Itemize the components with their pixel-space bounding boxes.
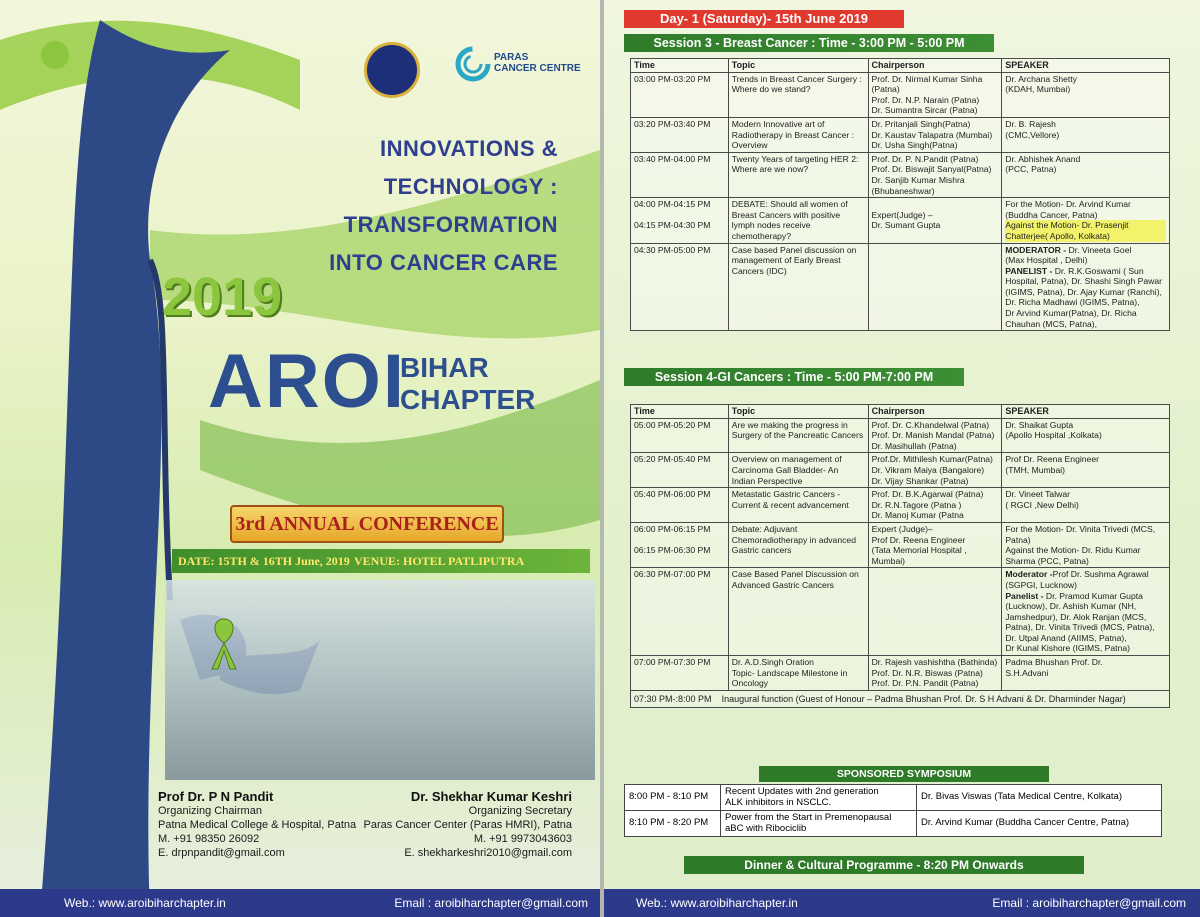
time-line: 03:00 PM-03:20 PM (634, 73, 711, 84)
organizing-chairman: Prof Dr. P N Pandit Organizing Chairman Patna Medical College & Hospital, Patna M. +91 98350 26092 E. drpnpandit@gmail.com (158, 789, 357, 859)
website-link[interactable]: Web.: www.aroibiharchapter.in (64, 896, 226, 910)
speaker-line: Against the Motion- Dr. Prasenjit (1005, 220, 1166, 231)
cell-chair (868, 152, 1002, 197)
speaker-line: Dr Kunal Kishore (IGIMS, Patna) (1005, 643, 1130, 654)
topic-line: aBC with Ribociclib (725, 822, 807, 834)
topic-line: Topic- Landscape Milestone in (731, 667, 848, 678)
topic-line: Indian Perspective (731, 475, 803, 486)
speaker-line: Dr. Utpal Anand (AIIMS, Patna), (1005, 632, 1127, 643)
cell-speaker (1002, 243, 1170, 331)
speaker-line: (Apollo Hospital ,Kolkata) (1005, 430, 1102, 441)
program-schedule-page (604, 0, 1200, 917)
schedule-row (631, 453, 1170, 488)
chair-line: Dr. Sanjib Kumar Mishra (871, 174, 965, 185)
chair-line: Expert (Judge)– (871, 523, 933, 534)
session4-table (630, 404, 1170, 708)
speaker-line: Patna), Dr. Vinita Trivedi (MCS, Patna), (1005, 622, 1155, 633)
schedule-row (631, 243, 1170, 331)
chair-line: Dr. R.N.Tagore (Patna ) (871, 499, 962, 510)
cell-speaker (1002, 522, 1170, 567)
schedule-row (631, 488, 1170, 523)
speaker-line: Dr. Richa Madhawi (IGIMS, Patna), (1005, 297, 1140, 308)
session4-header: Session 4-GI Cancers : Time - 5:00 PM-7:00 PM (624, 368, 964, 386)
sponsored-speaker: Dr. Bivas Viswas (Tata Medical Centre, Kolkata) (917, 785, 1162, 811)
cell-speaker (1002, 488, 1170, 523)
sponsored-time: 8:10 PM - 8:20 PM (625, 811, 721, 837)
inaugural-text: Inaugural function (Guest of Honour – Padma Bhushan Prof. Dr. S H Advani & Dr. Dharminder Nagar) (721, 693, 1126, 704)
cell-chair (868, 488, 1002, 523)
chair-line: Dr. Vikram Maiya (Bangalore) (871, 464, 985, 475)
col-header-time: Time (631, 405, 729, 419)
cell-topic (728, 152, 868, 197)
speaker-line: MODERATOR - Dr. Vineeta Goel (1005, 244, 1132, 255)
time-line: 06:30 PM-07:00 PM (634, 569, 711, 580)
cell-speaker (1002, 418, 1170, 453)
inaugural-time: 07:30 PM-:8:00 PM (634, 693, 712, 704)
conference-date: DATE: 15TH & 16TH June, 2019 (178, 554, 350, 568)
topic-line: Cancers (IDC) (731, 265, 787, 276)
topic-line: Modern Innovative art of (731, 118, 825, 129)
cover-footer (0, 889, 600, 917)
cell-time (631, 656, 729, 691)
cell-speaker (1002, 568, 1170, 656)
inaugural-row (631, 690, 1170, 708)
topic-line: Oncology (731, 678, 769, 689)
chair-line: Prof.Dr. Mithilesh Kumar(Patna) (871, 454, 993, 465)
cell-topic (728, 72, 868, 117)
chair-line: Dr. Kaustav Talapatra (Mumbai) (871, 129, 993, 140)
topic-line: Debate: Adjuvant (731, 523, 798, 534)
organizing-secretary: Dr. Shekhar Kumar Keshri Organizing Secretary Paras Cancer Center (Paras HMRI), Patna M. +91 9973043603 E. shekharkeshri2010@gmail.com (363, 789, 572, 859)
cell-time (631, 152, 729, 197)
cell-chair (868, 117, 1002, 152)
time-line: 07:00 PM-07:30 PM (634, 657, 711, 668)
date-venue-bar (172, 549, 590, 573)
cell-speaker (1002, 72, 1170, 117)
time-line: 06:15 PM-06:30 PM (634, 545, 711, 556)
topic-line: Overview on management of (731, 454, 842, 465)
cell-time (631, 418, 729, 453)
schedule-footer (604, 889, 1200, 917)
session3-header: Session 3 - Breast Cancer : Time - 3:00 PM - 5:00 PM (624, 34, 994, 52)
chair-line: Dr. Vijay Shankar (Patna) (871, 475, 969, 486)
sponsored-row (625, 811, 1162, 837)
table-header-row (631, 59, 1170, 73)
col-header-topic: Topic (728, 59, 868, 73)
cell-speaker (1002, 453, 1170, 488)
cell-chair (868, 522, 1002, 567)
sponsored-symposium-table (624, 784, 1162, 837)
chair-line: Dr. Manoj Kumar (Patna (871, 510, 964, 521)
topic-line: lymph nodes receive (731, 220, 811, 231)
chair-line: Prof. Dr. C.Khandelwal (Patna) (871, 419, 990, 430)
cell-topic (728, 453, 868, 488)
venue-building-image (165, 580, 595, 780)
topic-line: Case Based Panel Discussion on (731, 569, 859, 580)
topic-line: Advanced Gastric Cancers (731, 579, 834, 590)
chair-line: Expert(Judge) – (871, 209, 933, 220)
aroi-seal-logo (364, 42, 420, 98)
chair-line: Dr. Sumant Gupta (871, 220, 941, 231)
topic-line: Where are we now? (731, 164, 809, 175)
cell-time (631, 453, 729, 488)
speaker-line: Padma Bhushan Prof. Dr. (1005, 657, 1103, 668)
speaker-line: Prof Dr. Reena Engineer (1005, 454, 1099, 465)
cell-time (631, 117, 729, 152)
cell-topic (728, 568, 868, 656)
cell-topic (728, 656, 868, 691)
cell-chair (868, 568, 1002, 656)
email-link[interactable]: Email : aroibiharchapter@gmail.com (992, 896, 1186, 910)
topic-line: Surgery of the Pancreatic Cancers (731, 430, 864, 441)
speaker-line: Patna) (1005, 534, 1031, 545)
cell-chair (868, 656, 1002, 691)
topic-line: Carcinoma Gall Bladder- An (731, 464, 839, 475)
chair-line: Prof. Dr. Manish Mandal (Patna) (871, 430, 995, 441)
email-link[interactable]: Email : aroibiharchapter@gmail.com (394, 896, 588, 910)
sponsored-symposium-header: SPONSORED SYMPOSIUM (759, 766, 1049, 782)
cell-time (631, 72, 729, 117)
speaker-line: (KDAH, Mumbai) (1005, 84, 1071, 95)
col-header-time: Time (631, 59, 729, 73)
chair-line: Dr. Rajesh vashishtha (Bathinda) (871, 657, 998, 668)
speaker-line: Dr. Abhishek Anand (1005, 153, 1081, 164)
topic-line: Trends in Breast Cancer Surgery : (731, 73, 862, 84)
schedule-row (631, 152, 1170, 197)
time-line: 04:30 PM-05:00 PM (634, 244, 711, 255)
cell-topic (728, 488, 868, 523)
topic-line: Current & recent advancement (731, 499, 849, 510)
speaker-line: Dr. Shaikat Gupta (1005, 419, 1074, 430)
schedule-row (631, 568, 1170, 656)
schedule-row (631, 522, 1170, 567)
speaker-line: (Buddha Cancer, Patna) (1005, 209, 1098, 220)
cell-chair (868, 453, 1002, 488)
conference-venue: VENUE: HOTEL PATLIPUTRA (354, 554, 524, 568)
time-line: 05:40 PM-06:00 PM (634, 489, 711, 500)
col-header-speaker: SPEAKER (1002, 59, 1170, 73)
chair-line: Prof. Dr. Biswajit Sanyal(Patna) (871, 164, 992, 175)
cell-time (631, 243, 729, 331)
cell-speaker (1002, 198, 1170, 243)
speaker-line: (IGIMS, Patna), Dr. Ajay Kumar (Ranchi), (1005, 286, 1162, 297)
speaker-line: (PCC, Patna) (1005, 164, 1057, 175)
chair-line: Prof. Dr. N.P. Narain (Patna) (871, 94, 980, 105)
chair-line: Mumbai) (871, 555, 906, 566)
speaker-line: (CMC,Vellore) (1005, 129, 1060, 140)
speaker-line: (SGPGI, Lucknow) (1005, 579, 1077, 590)
chair-line: Prof. Dr. B.K.Agarwal (Patna) (871, 489, 984, 500)
topic-line: Chemoradiotherapy in advanced (731, 534, 856, 545)
time-line: 05:00 PM-05:20 PM (634, 419, 711, 430)
chair-line: Dr. Usha Singh(Patna) (871, 140, 958, 151)
chair-line: Dr. Masihullah (Patna) (871, 440, 957, 451)
speaker-line: Hospital, Patna), Dr. Shashi Singh Pawar (1005, 276, 1162, 287)
chair-line: Dr. Sumantra Sircar (Patna) (871, 105, 978, 116)
sponsored-row (625, 785, 1162, 811)
col-header-chairperson: Chairperson (868, 405, 1002, 419)
schedule-row (631, 72, 1170, 117)
cell-time (631, 488, 729, 523)
time-line: 04:15 PM-04:30 PM (634, 220, 711, 231)
sponsored-topic (721, 811, 917, 837)
cell-speaker (1002, 117, 1170, 152)
speaker-line: Chatterjee( Apollo, Kolkata) (1005, 231, 1166, 242)
topic-line: Are we making the progress in (731, 419, 848, 430)
speaker-line: For the Motion- Dr. Vinita Trivedi (MCS, (1005, 523, 1156, 534)
chair-line: (Bhubaneshwar) (871, 185, 935, 196)
annual-conference-banner: 3rd ANNUAL CONFERENCE (230, 505, 504, 543)
speaker-line: (Lucknow), Dr. Ashish Kumar (NH, (1005, 601, 1137, 612)
cell-topic (728, 117, 868, 152)
col-header-chairperson: Chairperson (868, 59, 1002, 73)
schedule-row (631, 656, 1170, 691)
topic-line: Recent Updates with 2nd generation (725, 786, 879, 797)
sponsored-topic (721, 785, 917, 811)
schedule-row (631, 418, 1170, 453)
cell-chair (868, 198, 1002, 243)
chair-line: Prof. Dr. P. N.Pandit (Patna) (871, 153, 979, 164)
cell-time (631, 522, 729, 567)
topic-line: Metastatic Gastric Cancers - (731, 489, 841, 500)
org-name: AROI (208, 339, 406, 424)
topic-line: Gastric cancers (731, 545, 792, 556)
conference-year: 2019 (162, 267, 283, 327)
paras-logo-text: PARAS CANCER CENTRE (494, 52, 581, 74)
speaker-line: Dr. Archana Shetty (1005, 73, 1077, 84)
cell-topic (728, 198, 868, 243)
cell-topic (728, 243, 868, 331)
dinner-banner: Dinner & Cultural Programme - 8:20 PM Onwards (684, 856, 1084, 874)
awareness-ribbon-icon (206, 615, 242, 671)
topic-line: Radiotherapy in Breast Cancer : (731, 129, 855, 140)
paras-logo-icon (455, 46, 491, 82)
time-line (634, 535, 725, 546)
topic-line: Dr. A.D.Singh Oration (731, 657, 814, 668)
speaker-line: Moderator -Prof Dr. Sushma Agrawal (1005, 569, 1149, 580)
schedule-row (631, 198, 1170, 243)
topic-line: ALK inhibitors in NSCLC. (725, 796, 832, 808)
website-link[interactable]: Web.: www.aroibiharchapter.in (636, 896, 798, 910)
cell-chair (868, 418, 1002, 453)
speaker-line: Dr Arvind Kumar(Patna), Dr. Richa (1005, 308, 1137, 319)
speaker-line: ( RGCI ,New Delhi) (1005, 499, 1079, 510)
conference-theme: INNOVATIONS & TECHNOLOGY : TRANSFORMATION INTO CANCER CARE (329, 136, 558, 275)
speaker-line: PANELIST - Dr. R.K.Goswami ( Sun (1005, 265, 1144, 276)
time-line: 03:20 PM-03:40 PM (634, 118, 711, 129)
chair-line: (Tata Memorial Hospital , (871, 545, 967, 556)
topic-line: Breast Cancers with positive (731, 209, 841, 220)
cell-time (631, 198, 729, 243)
day-header: Day- 1 (Saturday)- 15th June 2019 (624, 10, 904, 28)
speaker-line: S.H.Advani (1005, 667, 1049, 678)
time-line: 06:00 PM-06:15 PM (634, 523, 711, 534)
chair-line: Prof. Dr. N.R. Biswas (Patna) (871, 667, 983, 678)
cell-speaker (1002, 656, 1170, 691)
speaker-line: Dr. Vineet Talwar (1005, 489, 1070, 500)
cell-chair (868, 243, 1002, 331)
speaker-line: Panelist - Dr. Pramod Kumar Gupta (1005, 590, 1143, 601)
speaker-line: Chauhan (MCS, Patna), (1005, 318, 1098, 329)
time-line: 03:40 PM-04:00 PM (634, 153, 711, 164)
chair-line: Prof. Dr. Nirmal Kumar Sinha (Patna) (871, 73, 983, 95)
topic-line: Twenty Years of targeting HER 2: (731, 153, 859, 164)
speaker-line: (Max Hospital , Delhi) (1005, 255, 1088, 266)
speaker-line: (TMH, Mumbai) (1005, 464, 1066, 475)
speaker-line: Against the Motion- Dr. Ridu Kumar (1005, 545, 1141, 556)
topic-line: management of Early Breast (731, 255, 841, 266)
chair-line: Dr. Pritanjali Singh(Patna) (871, 118, 971, 129)
cell-topic (728, 418, 868, 453)
topic-line: chemotherapy? (731, 230, 792, 241)
topic-line: Overview (731, 140, 768, 151)
chair-line: Prof. Dr. P.N. Pandit (Patna) (871, 678, 979, 689)
time-line: 04:00 PM-04:15 PM (634, 199, 711, 210)
cell-speaker (1002, 152, 1170, 197)
sponsored-speaker: Dr. Arvind Kumar (Buddha Cancer Centre, Patna) (917, 811, 1162, 837)
cell-time (631, 568, 729, 656)
cell-topic (728, 522, 868, 567)
chair-line (872, 199, 999, 210)
session3-table (630, 58, 1170, 331)
sponsored-time: 8:00 PM - 8:10 PM (625, 785, 721, 811)
speaker-line: Sharma (PCC, Patna) (1005, 555, 1089, 566)
speaker-line: Dr. B. Rajesh (1005, 118, 1056, 129)
speaker-line: For the Motion- Dr. Arvind Kumar (1005, 199, 1131, 210)
topic-line: Power from the Start in Premenopausal (725, 812, 892, 823)
schedule-row (631, 117, 1170, 152)
time-line: 05:20 PM-05:40 PM (634, 454, 711, 465)
col-header-speaker: SPEAKER (1002, 405, 1170, 419)
speaker-line: Jamshedpur), Dr. Alok Ranjan (MCS, (1005, 611, 1147, 622)
chapter-name: BIHAR CHAPTER (400, 352, 536, 415)
time-line (634, 210, 725, 221)
table-header-row (631, 405, 1170, 419)
col-header-topic: Topic (728, 405, 868, 419)
topic-line: Where do we stand? (731, 84, 811, 95)
chair-line: Prof Dr. Reena Engineer (871, 534, 966, 545)
topic-line: Case based Panel discussion on (731, 244, 857, 255)
cell-chair (868, 72, 1002, 117)
topic-line: DEBATE: Should all women of (731, 199, 848, 210)
